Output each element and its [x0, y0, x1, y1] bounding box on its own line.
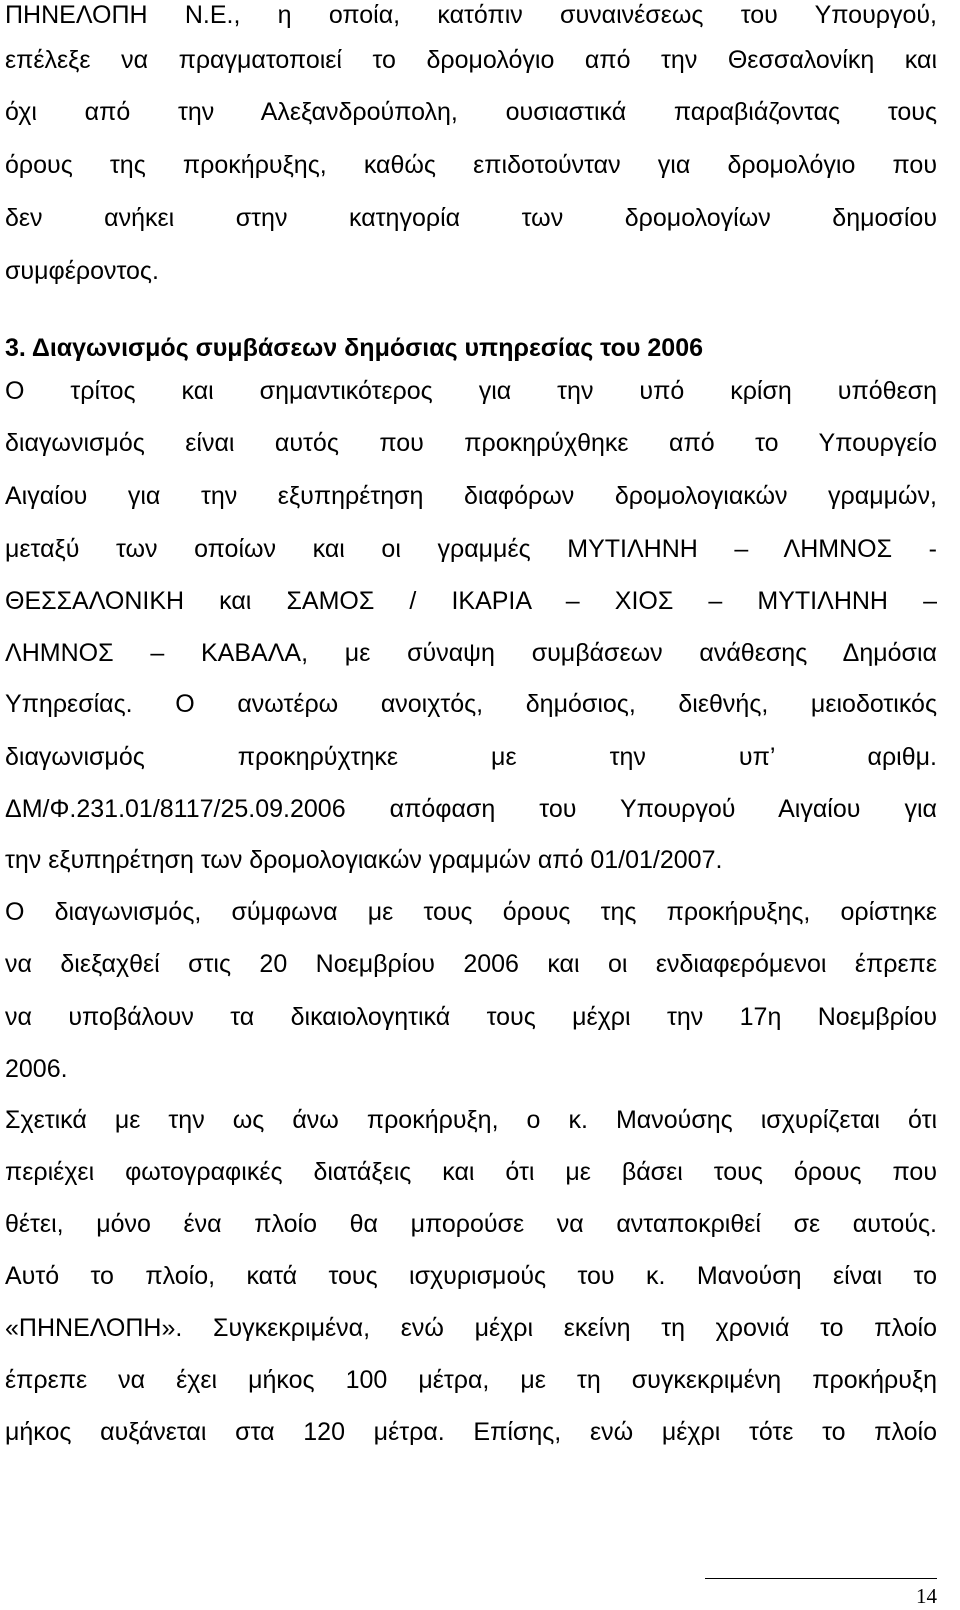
text-line: Σχετικά με την ως άνω προκήρυξη, ο κ. Μανούσης ισχυρίζεται ότι — [5, 1106, 937, 1134]
text-line: Υπηρεσίας. Ο ανωτέρω ανοιχτός, δημόσιος, διεθνής, μειοδοτικός — [5, 690, 937, 718]
text-line: όχι από την Αλεξανδρούπολη, ουσιαστικά παραβιάζοντας τους — [5, 98, 937, 126]
text-line: ΛΗΜΝΟΣ – ΚΑΒΑΛΑ, με σύναψη συμβάσεων ανάθεσης Δημόσια — [5, 639, 937, 667]
page-number: 14 — [916, 1584, 937, 1608]
text-line: Ο τρίτος και σημαντικότερος για την υπό κρίση υπόθεση — [5, 377, 937, 405]
text-line: την εξυπηρέτηση των δρομολογιακών γραμμών από 01/01/2007. — [5, 846, 723, 874]
text-line: θέτει, μόνο ένα πλοίο θα μπορούσε να ανταποκριθεί σε αυτούς. — [5, 1210, 937, 1238]
text-line: ΠΗΝΕΛΟΠΗ Ν.Ε., η οποία, κατόπιν συναινέσεως του Υπουργού, — [5, 1, 937, 29]
text-line: δεν ανήκει στην κατηγορία των δρομολογίων δημοσίου — [5, 204, 937, 232]
text-line: μήκος αυξάνεται στα 120 μέτρα. Επίσης, ενώ μέχρι τότε το πλοίο — [5, 1418, 937, 1446]
text-line: να υποβάλουν τα δικαιολογητικά τους μέχρι την 17η Νοεμβρίου — [5, 1003, 937, 1031]
text-line: 2006. — [5, 1055, 68, 1083]
text-line: Ο διαγωνισμός, σύμφωνα με τους όρους της προκήρυξης, ορίστηκε — [5, 898, 937, 926]
text-line: διαγωνισμός προκηρύχτηκε με την υπ’ αριθμ. — [5, 743, 937, 771]
text-line: διαγωνισμός είναι αυτός που προκηρύχθηκε από το Υπουργείο — [5, 429, 937, 457]
footer-divider — [705, 1578, 937, 1579]
text-line: συμφέροντος. — [5, 257, 159, 285]
text-line: να διεξαχθεί στις 20 Νοεμβρίου 2006 και οι ενδιαφερόμενοι έπρεπε — [5, 950, 937, 978]
text-line: όρους της προκήρυξης, καθώς επιδοτούνταν για δρομολόγιο που — [5, 151, 937, 179]
text-line: «ΠΗΝΕΛΟΠΗ». Συγκεκριμένα, ενώ μέχρι εκείνη τη χρονιά το πλοίο — [5, 1314, 937, 1342]
section-heading: 3. Διαγωνισμός συμβάσεων δημόσιας υπηρεσίας του 2006 — [5, 334, 704, 362]
text-line: περιέχει φωτογραφικές διατάξεις και ότι με βάσει τους όρους που — [5, 1158, 937, 1186]
text-line: Αιγαίου για την εξυπηρέτηση διαφόρων δρομολογιακών γραμμών, — [5, 482, 937, 510]
text-line: ΘΕΣΣΑΛΟΝΙΚΗ και ΣΑΜΟΣ / ΙΚΑΡΙΑ – ΧΙΟΣ – ΜΥΤΙΛΗΝΗ – — [5, 587, 937, 615]
text-line: ΔΜ/Φ.231.01/8117/25.09.2006 απόφαση του Υπουργού Αιγαίου για — [5, 795, 937, 823]
text-line: έπρεπε να έχει μήκος 100 μέτρα, με τη συγκεκριμένη προκήρυξη — [5, 1366, 937, 1394]
text-line: Αυτό το πλοίο, κατά τους ισχυρισμούς του κ. Μανούση είναι το — [5, 1262, 937, 1290]
text-line: επέλεξε να πραγματοποιεί το δρομολόγιο από την Θεσσαλονίκη και — [5, 46, 937, 74]
text-line: μεταξύ των οποίων και οι γραμμές ΜΥΤΙΛΗΝΗ – ΛΗΜΝΟΣ - — [5, 535, 937, 563]
